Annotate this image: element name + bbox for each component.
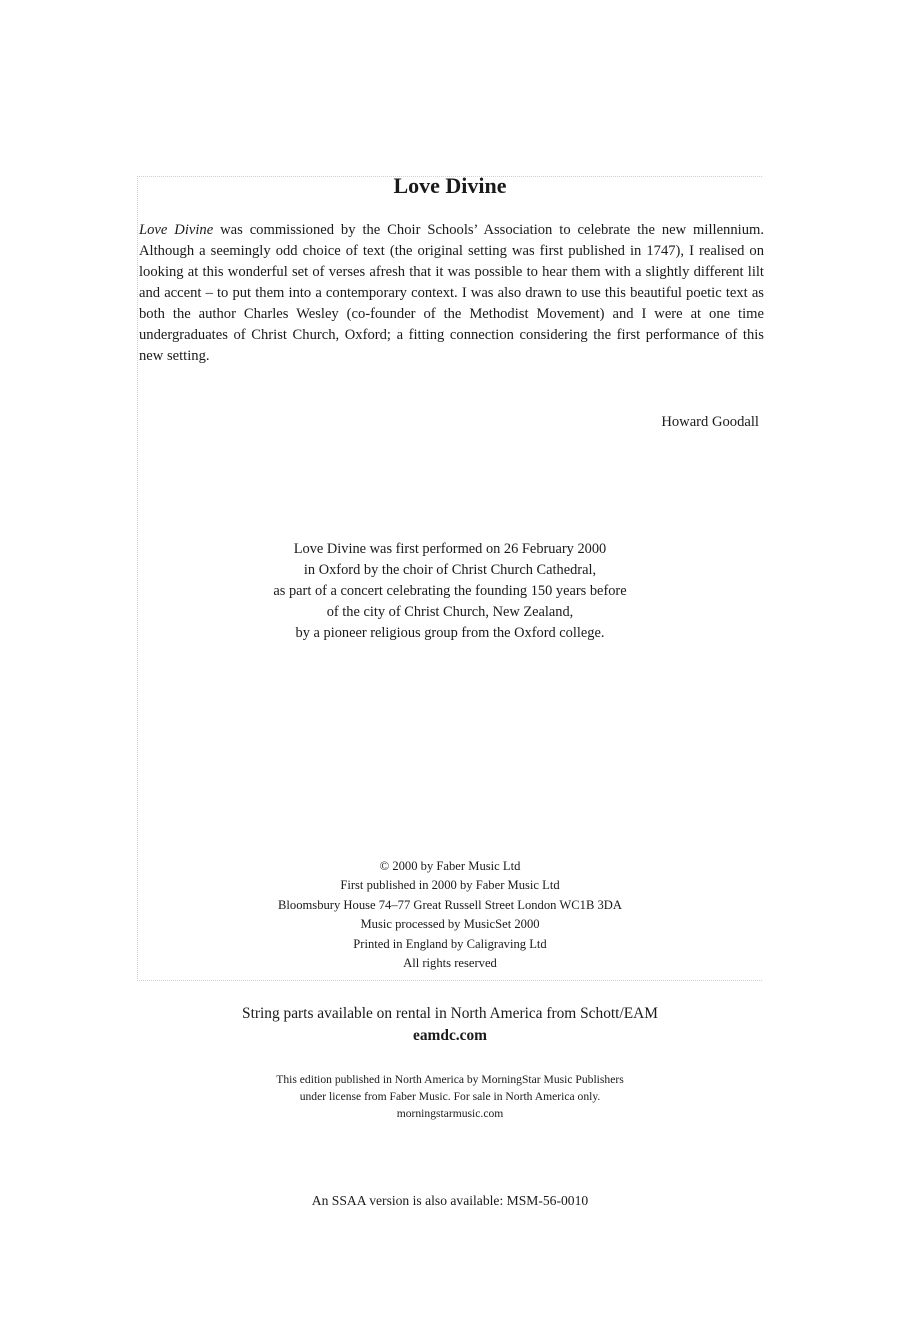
copyright-block (0, 857, 900, 973)
performance-line: by a pioneer religious group from the Oxford college. (295, 625, 605, 641)
performance-line: Love Divine was first performed on 26 February 2000 (293, 541, 607, 557)
morningstar-line: under license from Faber Music. For sale in North America only. (299, 1090, 601, 1103)
morningstar-line: This edition published in North America by MorningStar Music Publishers (276, 1073, 624, 1086)
copyright-line: Printed in England by Caligraving Ltd (353, 936, 547, 951)
rental-note (0, 1003, 900, 1047)
performance-note (0, 539, 900, 644)
page-title: Love Divine (393, 173, 507, 198)
copyright-line: First published in 2000 by Faber Music Ltd (340, 878, 560, 893)
copyright-line: Music processed by MusicSet 2000 (360, 917, 540, 932)
performance-line: of the city of Christ Church, New Zealand, (326, 604, 574, 620)
author-signature: Howard Goodall (661, 414, 759, 430)
ssaa-version-note: An SSAA version is also available: MSM-56-0010 (311, 1193, 589, 1208)
intro-title-italic: Love Divine (139, 222, 214, 238)
intro-paragraph (139, 220, 764, 367)
rental-line: String parts available on rental in North America from Schott/EAM (242, 1005, 658, 1022)
morningstar-url: morningstarmusic.com (396, 1107, 504, 1120)
morningstar-note (0, 1071, 900, 1122)
copyright-line: © 2000 by Faber Music Ltd (379, 859, 521, 873)
performance-line: in Oxford by the choir of Christ Church Cathedral, (303, 562, 597, 578)
intro-body: was commissioned by the Choir Schools’ Association to celebrate the new millennium. Although a seemingly odd choice of text (the original setting was first published in 1747), I realised on looking at this wonderful set of verses afresh that it was possible to hear them with a slightly different lilt and accent – to put them into a contemporary context. I was also drawn to use this beautiful poetic text as both the author Charles Wesley (co-founder of the Methodist Movement) and I were at one time undergraduates of Christ Church, Oxford; a fitting connection considering the first performance of this new setting. (139, 222, 764, 364)
rental-url: eamdc.com (413, 1027, 487, 1044)
copyright-line: All rights reserved (403, 956, 497, 971)
performance-line: as part of a concert celebrating the founding 150 years before (273, 583, 627, 599)
copyright-line: Bloomsbury House 74–77 Great Russell Street London WC1B 3DA (278, 897, 622, 912)
